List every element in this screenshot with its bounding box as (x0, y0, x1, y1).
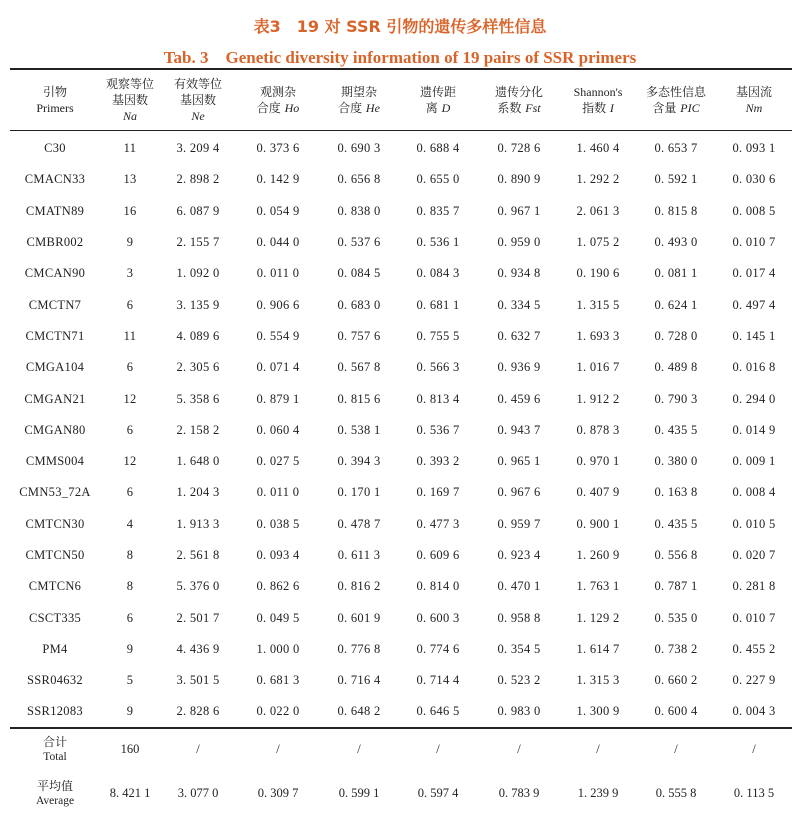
table-cell: 0. 556 8 (654, 548, 698, 562)
table-cell: 0. 813 4 (416, 391, 460, 406)
table-cell: 6 (126, 297, 134, 312)
table-cell: 0. 459 6 (497, 391, 541, 406)
table-cell: 0. 004 3 (732, 704, 776, 719)
table-cell: 1. 129 2 (576, 610, 620, 625)
primer-name-cell: CMTCN6 (28, 579, 82, 594)
table-cell: 0. 334 5 (497, 297, 541, 312)
table-cell: 1. 912 2 (576, 391, 620, 406)
col-header-symbol: I (609, 101, 614, 115)
col-header-symbol: Nm (745, 101, 763, 115)
table-cell: 0. 038 5 (256, 516, 300, 531)
table-cell: 0. 600 3 (416, 610, 460, 625)
table-cell: 0. 958 8 (497, 610, 541, 625)
table-cell: 0. 394 3 (337, 454, 381, 469)
table-cell: 1. 648 0 (176, 454, 220, 469)
primer-name-cell: C30 (44, 141, 66, 156)
table-cell: 2. 305 6 (176, 360, 220, 375)
table-cell: 0. 776 8 (337, 641, 381, 656)
primer-name-cell: CMGA104 (25, 360, 85, 375)
table-cell: 3 (126, 266, 134, 281)
table-cell: 0. 728 0 (654, 328, 698, 343)
table-cell: 2. 501 7 (176, 610, 220, 625)
average-cell: 0. 597 4 (417, 786, 459, 801)
table-cell: 0. 592 1 (654, 172, 698, 187)
table-cell: 9 (126, 235, 134, 250)
table-cell: 0. 611 3 (337, 548, 381, 562)
table-cell: 9 (126, 704, 134, 719)
table-cell: 0. 190 6 (576, 266, 620, 281)
average-label (10, 772, 100, 816)
col-header-ne (160, 70, 236, 130)
table-cell: 0. 943 7 (497, 422, 541, 437)
table-cell: 0. 814 0 (416, 579, 460, 594)
table-cell: 0. 093 4 (256, 548, 300, 562)
table-cell: 0. 959 0 (497, 235, 541, 250)
col-header-nm (716, 70, 792, 130)
table-cell: 0. 906 6 (256, 297, 300, 312)
table-cell: 0. 373 6 (256, 141, 300, 156)
table-cell: 0. 477 3 (416, 516, 460, 531)
table-cell: 0. 967 6 (497, 485, 541, 500)
col-header-cn2: 含量 (652, 101, 677, 115)
total-label (10, 728, 100, 772)
table-cell: 0. 354 5 (497, 641, 541, 656)
table-cell: 6 (126, 360, 134, 375)
table-cell: 1. 913 3 (176, 516, 220, 531)
table-cell: 0. 900 1 (576, 516, 620, 531)
average-cell: 0. 309 7 (257, 786, 299, 801)
table-cell: 9 (126, 641, 134, 656)
diversity-table (10, 70, 792, 816)
table-cell: 0. 010 7 (732, 610, 776, 625)
table-cell: 0. 407 9 (576, 485, 620, 500)
table-cell: 6 (126, 610, 134, 625)
col-header-cn: 遗传距 (419, 85, 456, 99)
table-cell: 0. 967 1 (497, 203, 541, 218)
table-cell: 0. 683 0 (337, 297, 381, 312)
table-cell: 0. 790 3 (654, 391, 698, 406)
table-cell: 0. 690 3 (337, 141, 381, 156)
table-cell: 0. 010 7 (732, 235, 776, 250)
table-cell: 0. 816 2 (337, 579, 381, 594)
primer-name-cell: SSR12083 (27, 704, 83, 719)
table-cell: 0. 011 0 (256, 266, 300, 281)
table-cell: 0. 435 5 (654, 422, 698, 437)
table-cell: 0. 030 6 (732, 172, 776, 187)
table-cell: 6. 087 9 (176, 203, 220, 218)
table-cell: 0. 970 1 (576, 454, 620, 469)
table-cell: 0. 688 4 (416, 141, 460, 156)
table-title-en: Tab. 3 Genetic diversity information of 19 pairs of SSR primers (163, 48, 637, 67)
col-header-symbol: Ne (191, 109, 205, 123)
table-cell: 0. 294 0 (732, 391, 776, 406)
table-title-cn: 表3 19 对 SSR 引物的遗传多样性信息 (253, 17, 547, 36)
col-header-cn: 观测杂 (259, 85, 296, 99)
col-header-d (398, 70, 478, 130)
table-cell: 3. 209 4 (176, 141, 220, 156)
average-cell: 1. 239 9 (577, 786, 619, 801)
table-cell: 0. 536 7 (416, 422, 460, 437)
table-cell: 0. 536 1 (416, 235, 460, 250)
primer-name-cell: SSR04632 (27, 673, 83, 688)
table-cell: 5 (126, 673, 134, 688)
table-cell: 0. 934 8 (497, 266, 541, 281)
table-cell: 0. 142 9 (256, 172, 300, 187)
table-cell: 3. 501 5 (176, 673, 220, 688)
table-cell: 0. 815 6 (337, 391, 381, 406)
col-header-fst (478, 70, 560, 130)
col-header-cn2: 合度 (338, 101, 363, 115)
average-cell: 8. 421 1 (109, 786, 151, 801)
col-header-na (100, 70, 160, 130)
col-header-cn2: 合度 (256, 101, 281, 115)
col-header-symbol: He (365, 101, 380, 115)
table-cell: 5. 358 6 (176, 391, 220, 406)
table-cell: 0. 145 1 (732, 328, 776, 343)
table-cell: 0. 010 5 (732, 516, 776, 531)
table-cell: 0. 965 1 (497, 454, 541, 469)
table-cell: 1. 092 0 (176, 266, 220, 281)
primer-name-cell: CMCTN7 (28, 297, 82, 312)
average-cell: 0. 113 5 (733, 786, 775, 801)
table-cell: 0. 393 2 (416, 454, 460, 469)
table-cell: 4. 436 9 (176, 641, 220, 656)
total-cell: / (517, 742, 521, 757)
table-cell: 2. 158 2 (176, 422, 220, 437)
col-header-cn: 基因流 (735, 85, 772, 99)
table-cell: 0. 862 6 (256, 579, 300, 594)
table-cell: 0. 815 8 (654, 203, 698, 218)
table-cell: 1. 300 9 (576, 704, 620, 719)
table-cell: 0. 380 0 (654, 454, 698, 469)
total-cell: / (752, 742, 756, 757)
table-cell: 0. 653 7 (654, 141, 698, 156)
table-cell: 0. 016 8 (732, 360, 776, 375)
primer-name-cell: CMACN33 (24, 172, 86, 187)
total-cell: / (596, 742, 600, 757)
table-cell: 1. 315 3 (576, 673, 620, 688)
average-label-en: Average (35, 794, 75, 807)
average-label-cn: 平均值 (36, 778, 73, 793)
table-cell: 0. 681 3 (256, 673, 300, 688)
table-cell: 6 (126, 422, 134, 437)
table-cell: 0. 478 7 (337, 516, 381, 531)
table-cell: 1. 204 3 (176, 485, 220, 500)
table-cell: 0. 600 4 (654, 704, 698, 719)
col-header-symbol: Ho (284, 101, 300, 115)
total-cell: / (436, 742, 440, 757)
table-cell: 0. 084 5 (337, 266, 381, 281)
total-label-cn: 合计 (42, 734, 67, 749)
col-header-cn2: 基因数 (179, 93, 216, 107)
col-header-en: Shannon's (573, 85, 623, 99)
table-cell: 6 (126, 485, 134, 500)
col-header-cn2: 系数 (497, 101, 522, 115)
primer-name-cell: CMMS004 (25, 454, 85, 469)
table-cell: 0. 081 1 (654, 266, 698, 281)
table-cell: 0. 738 2 (654, 641, 698, 656)
table-cell: 0. 227 9 (732, 673, 776, 688)
average-cell: 0. 599 1 (338, 786, 380, 801)
table-cell: 0. 014 9 (732, 422, 776, 437)
table-cell: 0. 835 7 (416, 203, 460, 218)
total-cell: / (276, 742, 280, 757)
table-cell: 0. 049 5 (256, 610, 300, 625)
table-cell: 1. 460 4 (576, 141, 620, 156)
table-cell: 1. 763 1 (576, 579, 620, 594)
table-cell: 0. 093 1 (732, 141, 776, 156)
primer-name-cell: CSCT335 (28, 610, 82, 625)
table-cell: 0. 493 0 (654, 235, 698, 250)
table-cell: 0. 660 2 (654, 673, 698, 688)
table-cell: 0. 983 0 (497, 704, 541, 719)
col-header-ho (236, 70, 320, 130)
table-cell: 0. 169 7 (416, 485, 460, 500)
col-header-cn: 引物 (42, 85, 67, 99)
table-cell: 4. 089 6 (176, 328, 220, 343)
table-cell: 0. 535 0 (654, 610, 698, 625)
table-cell: 0. 054 9 (256, 203, 300, 218)
col-header-i (560, 70, 636, 130)
average-cell: 0. 555 8 (655, 786, 697, 801)
primer-name-cell: CMN53_72A (19, 485, 91, 500)
average-cell: 0. 783 9 (498, 786, 540, 801)
col-header-cn2: 离 (425, 101, 438, 115)
table-cell: 1. 000 0 (256, 641, 300, 656)
table-cell: 0. 959 7 (497, 516, 541, 531)
primer-name-cell: CMBR002 (26, 235, 84, 250)
primer-name-cell: CMTCN30 (25, 516, 85, 531)
table-cell: 0. 714 4 (416, 673, 460, 688)
table-cell: 8 (126, 548, 134, 562)
table-cell: 0. 601 9 (337, 610, 381, 625)
table-cell: 0. 523 2 (497, 673, 541, 688)
table-cell: 0. 554 9 (256, 328, 300, 343)
table-cell: 0. 728 6 (497, 141, 541, 156)
table-cell: 0. 071 4 (256, 360, 300, 375)
table-cell: 1. 075 2 (576, 235, 620, 250)
table-cell: 11 (123, 328, 137, 343)
table-cell: 0. 757 6 (337, 328, 381, 343)
table-cell: 8 (126, 579, 134, 594)
table-cell: 0. 020 7 (732, 548, 776, 562)
col-header-primers (10, 70, 100, 130)
table-cell: 0. 455 2 (732, 641, 776, 656)
table-cell: 0. 017 4 (732, 266, 776, 281)
table-cell: 0. 009 1 (732, 454, 776, 469)
table-cell: 11 (123, 141, 137, 156)
table-cell: 0. 060 4 (256, 422, 300, 437)
table-cell: 1. 614 7 (576, 641, 620, 656)
table-cell: 0. 497 4 (732, 297, 776, 312)
table-cell: 0. 027 5 (256, 454, 300, 469)
table-cell: 0. 435 5 (654, 516, 698, 531)
table-cell: 12 (123, 454, 137, 469)
table-cell: 0. 655 0 (416, 172, 460, 187)
table-cell: 2. 828 6 (176, 704, 220, 719)
col-header-cn2: 指数 (582, 101, 607, 115)
table-cell: 16 (123, 203, 137, 218)
average-cell: 3. 077 0 (177, 786, 219, 801)
col-header-symbol: Fst (525, 101, 541, 115)
primer-name-cell: CMGAN21 (24, 391, 86, 406)
table-cell: 0. 936 9 (497, 360, 541, 375)
table-cell: 12 (123, 391, 137, 406)
table-cell: 0. 011 0 (256, 485, 300, 500)
table-cell: 1. 693 3 (576, 328, 620, 343)
col-header-he (320, 70, 398, 130)
table-cell: 0. 838 0 (337, 203, 381, 218)
table-cell: 0. 281 8 (732, 579, 776, 594)
table-cell: 0. 567 8 (337, 360, 381, 375)
table-cell: 0. 755 5 (416, 328, 460, 343)
table-cell: 0. 538 1 (337, 422, 381, 437)
table-cell: 0. 470 1 (497, 579, 541, 594)
col-header-cn: 观察等位 (105, 77, 154, 91)
table-cell: 2. 898 2 (176, 172, 220, 187)
table-cell: 0. 044 0 (256, 235, 300, 250)
table-cell: 0. 489 8 (654, 360, 698, 375)
table-cell: 0. 537 6 (337, 235, 381, 250)
table-cell: 0. 084 3 (416, 266, 460, 281)
col-header-symbol: PIC (680, 101, 700, 115)
table-cell: 0. 879 1 (256, 391, 300, 406)
table-cell: 1. 016 7 (576, 360, 620, 375)
table-cell: 1. 315 5 (576, 297, 620, 312)
col-header-cn: 期望杂 (340, 85, 377, 99)
col-header-symbol: D (441, 101, 451, 115)
table-cell: 0. 878 3 (576, 422, 620, 437)
col-header-cn: 多态性信息 (645, 85, 706, 99)
table-cell: 0. 008 5 (732, 203, 776, 218)
table-cell: 5. 376 0 (176, 579, 220, 594)
col-header-cn2: 基因数 (111, 93, 148, 107)
table-cell: 0. 923 4 (497, 548, 541, 562)
table-cell: 0. 632 7 (497, 328, 541, 343)
table-cell: 4 (126, 516, 134, 531)
total-cell: / (196, 742, 200, 757)
table-cell: 3. 135 9 (176, 297, 220, 312)
total-cell: / (357, 742, 361, 757)
col-header-pic (636, 70, 716, 130)
primer-name-cell: CMCTN71 (25, 328, 85, 343)
table-cell: 0. 022 0 (256, 704, 300, 719)
primer-name-cell: CMGAN80 (24, 422, 86, 437)
table-cell: 0. 648 2 (337, 704, 381, 719)
table-cell: 2. 155 7 (176, 235, 220, 250)
table-cell: 0. 774 6 (416, 641, 460, 656)
table-cell: 13 (123, 172, 137, 187)
total-label-en: Total (43, 750, 67, 763)
table-cell: 0. 787 1 (654, 579, 698, 594)
table-cell: 0. 646 5 (416, 704, 460, 719)
col-header-cn: 有效等位 (173, 77, 222, 91)
table-cell: 0. 566 3 (416, 360, 460, 375)
table-cell: 0. 163 8 (654, 485, 698, 500)
table-cell: 0. 681 1 (416, 297, 460, 312)
table-cell: 0. 624 1 (654, 297, 698, 312)
col-header-cn: 遗传分化 (494, 85, 543, 99)
table-cell: 1. 292 2 (576, 172, 620, 187)
table-cell: 0. 609 6 (416, 548, 460, 562)
primer-name-cell: CMATN89 (25, 203, 85, 218)
total-cell: / (674, 742, 678, 757)
table-cell: 2. 561 8 (176, 548, 220, 562)
col-header-symbol: Na (122, 109, 137, 123)
col-header-en: Primers (36, 101, 74, 115)
total-cell: 160 (120, 742, 140, 757)
table-cell: 0. 890 9 (497, 172, 541, 187)
table-cell: 0. 170 1 (337, 485, 381, 500)
table-cell: 2. 061 3 (576, 203, 620, 218)
table-cell: 0. 656 8 (337, 172, 381, 187)
table-cell: 1. 260 9 (576, 548, 620, 562)
primer-name-cell: CMCAN90 (24, 266, 86, 281)
table-cell: 0. 008 4 (732, 485, 776, 500)
primer-name-cell: PM4 (42, 641, 68, 656)
table-cell: 0. 716 4 (337, 673, 381, 688)
primer-name-cell: CMTCN50 (25, 548, 85, 562)
